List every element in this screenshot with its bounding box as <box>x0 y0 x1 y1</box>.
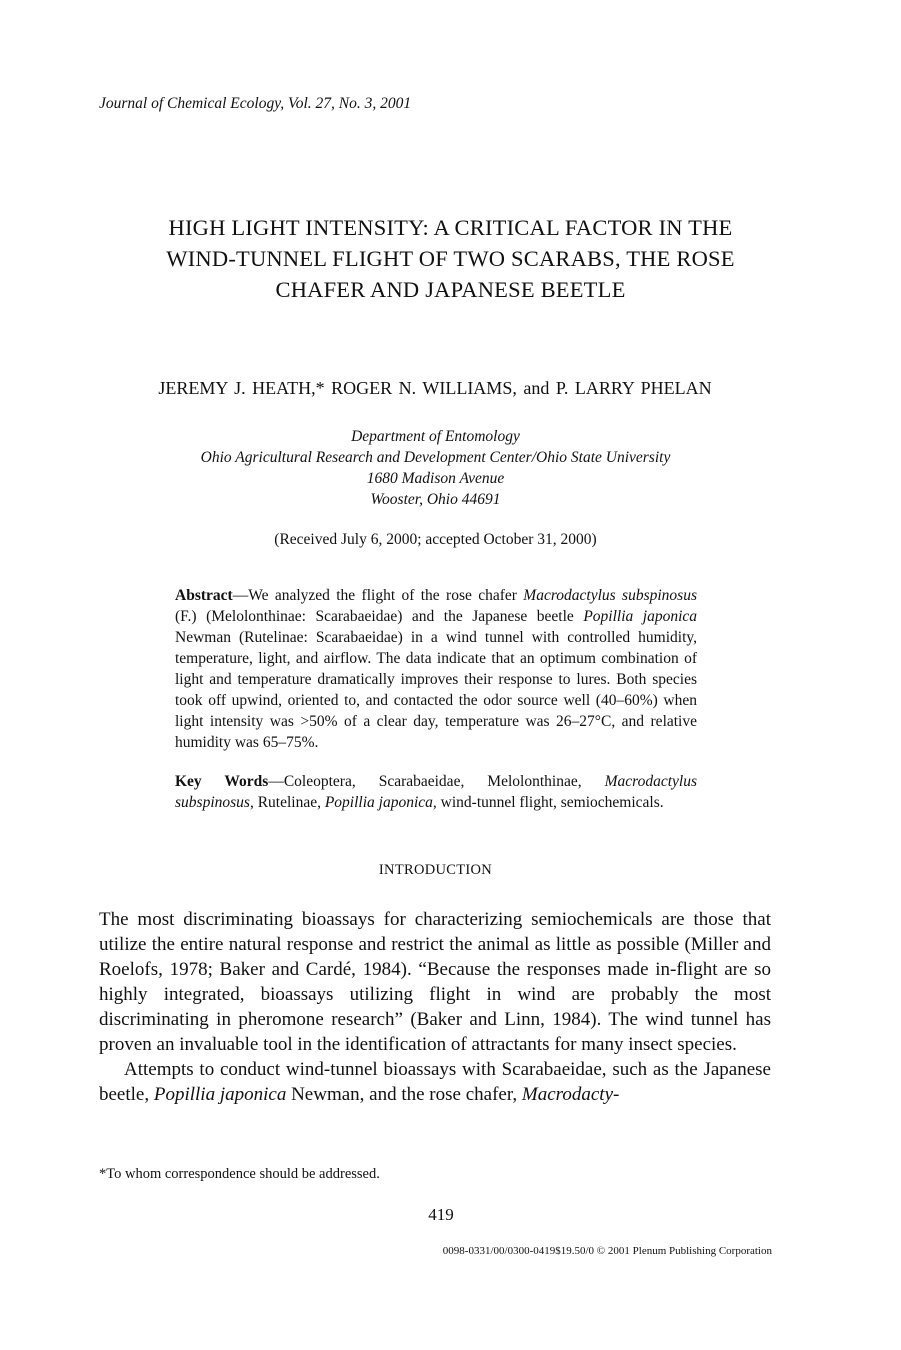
abstract <box>175 585 697 753</box>
intro-species: Popillia japonica <box>153 1084 287 1105</box>
abstract-species: Popillia japonica <box>583 608 698 625</box>
page-number: 419 <box>428 1205 454 1224</box>
abstract-label: Abstract <box>175 587 233 604</box>
affiliation-line: 1680 Madison Avenue <box>366 470 505 487</box>
intro-species: Macrodacty- <box>521 1084 620 1105</box>
intro-text: Newman, and the rose chafer, <box>286 1084 522 1105</box>
title-line: CHAFER AND JAPANESE BEETLE <box>275 277 626 302</box>
abstract-text: (F.) (Melolonthinae: Scarabaeidae) and the Japanese beetle <box>175 608 584 625</box>
received-dates: (Received July 6, 2000; accepted October 31, 2000) <box>274 531 597 548</box>
keywords-dash: — <box>268 773 284 790</box>
keywords-label: Key Words <box>175 773 269 790</box>
footnote: *To whom correspondence should be addressed. <box>99 1166 380 1182</box>
keywords-species: Macrodactylus subspinosus <box>175 773 697 811</box>
abstract-species: Macrodactylus subspinosus <box>523 587 697 604</box>
keywords-species: Popillia japonica <box>324 794 433 811</box>
journal-citation: Journal of Chemical Ecology, Vol. 27, No. 3, 2001 <box>99 95 412 112</box>
paper-title <box>0 212 901 305</box>
intro-text: Attempts to conduct wind-tunnel bioassays with Scarabaeidae, such as the Japanese beetle, <box>99 1059 771 1105</box>
title-line: HIGH LIGHT INTENSITY: A CRITICAL FACTOR IN THE <box>168 215 733 240</box>
copyright-line: 0098-0331/00/0300-0419$19.50/0 © 2001 Plenum Publishing Corporation <box>442 1245 772 1257</box>
keywords-text: , wind-tunnel flight, semiochemicals. <box>432 794 664 811</box>
intro-paragraph-2 <box>99 1057 771 1107</box>
keywords-text: , Rutelinae, <box>249 794 325 811</box>
abstract-text: We analyzed the flight of the rose chafer <box>248 587 524 604</box>
affiliation-line: Wooster, Ohio 44691 <box>370 491 501 508</box>
keywords-text: Coleoptera, Scarabaeidae, Melolonthinae, <box>283 773 605 790</box>
author-list: JEREMY J. HEATH,* ROGER N. WILLIAMS, and P. LARRY PHELAN <box>158 378 712 398</box>
intro-paragraph-1: The most discriminating bioassays for characterizing semiochemicals are those that utilize the entire natural response and restrict the animal as little as possible (Miller and Roelofs, 1978; Baker and Cardé, 1984). “Because the responses made in-flight are so highly integrated, bioassays utilizing flight in wind are probably the most discriminating in pheromone research” (Baker and Linn, 1984). The wind tunnel has proven an invaluable tool in the identification of attractants for many insect species. <box>99 909 771 1055</box>
key-words <box>175 771 697 813</box>
introduction-body <box>99 907 771 1107</box>
title-line: WIND-TUNNEL FLIGHT OF TWO SCARABS, THE ROSE <box>166 246 735 271</box>
affiliation <box>0 426 871 510</box>
abstract-text: Newman (Rutelinae: Scarabaeidae) in a wind tunnel with controlled humidity, temperature, light, and airflow. The data indicate that an optimum combination of light and temperature dramatically improves their response to lures. Both species took off upwind, oriented to, and contacted the odor source well (40–60%) when light intensity was >50% of a clear day, temperature was 26–27°C, and relative humidity was 65–75%. <box>175 629 697 751</box>
section-heading: INTRODUCTION <box>378 862 493 878</box>
affiliation-line: Department of Entomology <box>351 428 520 445</box>
affiliation-line: Ohio Agricultural Research and Development Center/Ohio State University <box>200 449 671 466</box>
abstract-dash: — <box>232 587 249 604</box>
